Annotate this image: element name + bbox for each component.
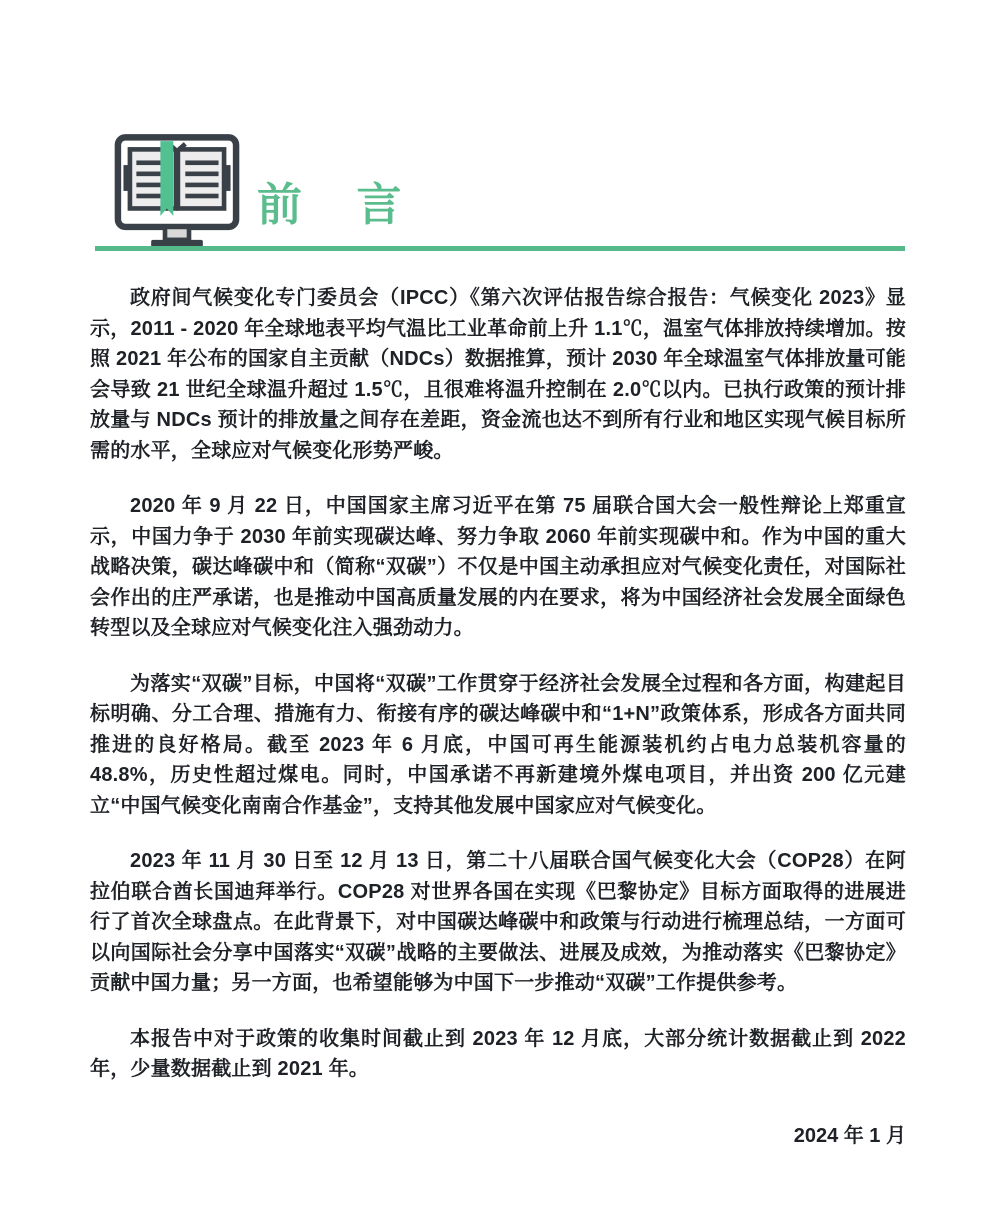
- book-right-edge: [226, 165, 231, 191]
- book-right-page: [178, 149, 224, 208]
- preface-paragraph-5: 本报告中对于政策的收集时间截止到 2023 年 12 月底，大部分统计数据截止到 2022 年，少量数据截止到 2021 年。: [90, 1027, 906, 1080]
- preface-paragraph-1: 政府间气候变化专门委员会（IPCC）《第六次评估报告综合报告：气候变化 2023》显示，2011 - 2020 年全球地表平均气温比工业革命前上升 1.1℃，温室气体排放持续增加。按照 2021 年公布的国家自主贡献（NDCs）数据推算，预计 2030 年全球温室气体排放量可能会导致 21 世纪全球温升超过 1.5℃，且很难将温升控制在 2.0℃以内。已执行政策的预计排放量与 NDCs 预计的排放量之间存在差距，资金流也达不到所有行业和地区实现气候目标所需的水平，全球应对气候变化形势严峻。: [90, 287, 906, 462]
- preface-content: [90, 283, 906, 1148]
- preface-paragraph-2: 2020 年 9 月 22 日，中国国家主席习近平在第 75 届联合国大会一般性辩论上郑重宣示，中国力争于 2030 年前实现碳达峰、努力争取 2060 年前实现碳中和。作为中国的重大战略决策，碳达峰碳中和（简称“双碳”）不仅是中国主动承担应对气候变化责任，对国际社会作出的庄严承诺，也是推动中国高质量发展的内在要求，将为中国经济社会发展全面绿色转型以及全球应对气候变化注入强劲动力。: [90, 495, 906, 639]
- date-line: 2024 年 1 月: [793, 1124, 906, 1147]
- preface-paragraph-4: 2023 年 11 月 30 日至 12 月 13 日，第二十八届联合国气候变化大会（COP28）在阿拉伯联合酋长国迪拜举行。COP28 对世界各国在实现《巴黎协定》目标方面取得的进展进行了首次全球盘点。在此背景下，对中国碳达峰碳中和政策与行动进行梳理总结，一方面可以向国际社会分享中国落实“双碳”战略的主要做法、进展及成效，为推动落实《巴黎协定》贡献中国力量；另一方面，也希望能够为中国下一步推动“双碳”工作提供参考。: [90, 850, 906, 994]
- monitor-stand-neck: [165, 227, 189, 240]
- bookmark-ribbon: [160, 141, 173, 216]
- open-book-icon: [104, 130, 250, 250]
- header-divider: [95, 246, 905, 251]
- preface-paragraph-3: 为落实“双碳”目标，中国将“双碳”工作贯穿于经济社会发展全过程和各方面，构建起目标明确、分工合理、措施有力、衔接有序的碳达峰碳中和“1+N”政策体系，形成各方面共同推进的良好格局。截至 2023 年 6 月底，中国可再生能源装机约占电力总装机容量的 48.8%，历史性超过煤电。同时，中国承诺不再新建境外煤电项目，并出资 200 亿元建立“中国气候变化南南合作基金”，支持其他发展中国家应对气候变化。: [90, 672, 906, 817]
- book-left-edge: [123, 165, 128, 191]
- page-title: 前 言: [257, 179, 423, 230]
